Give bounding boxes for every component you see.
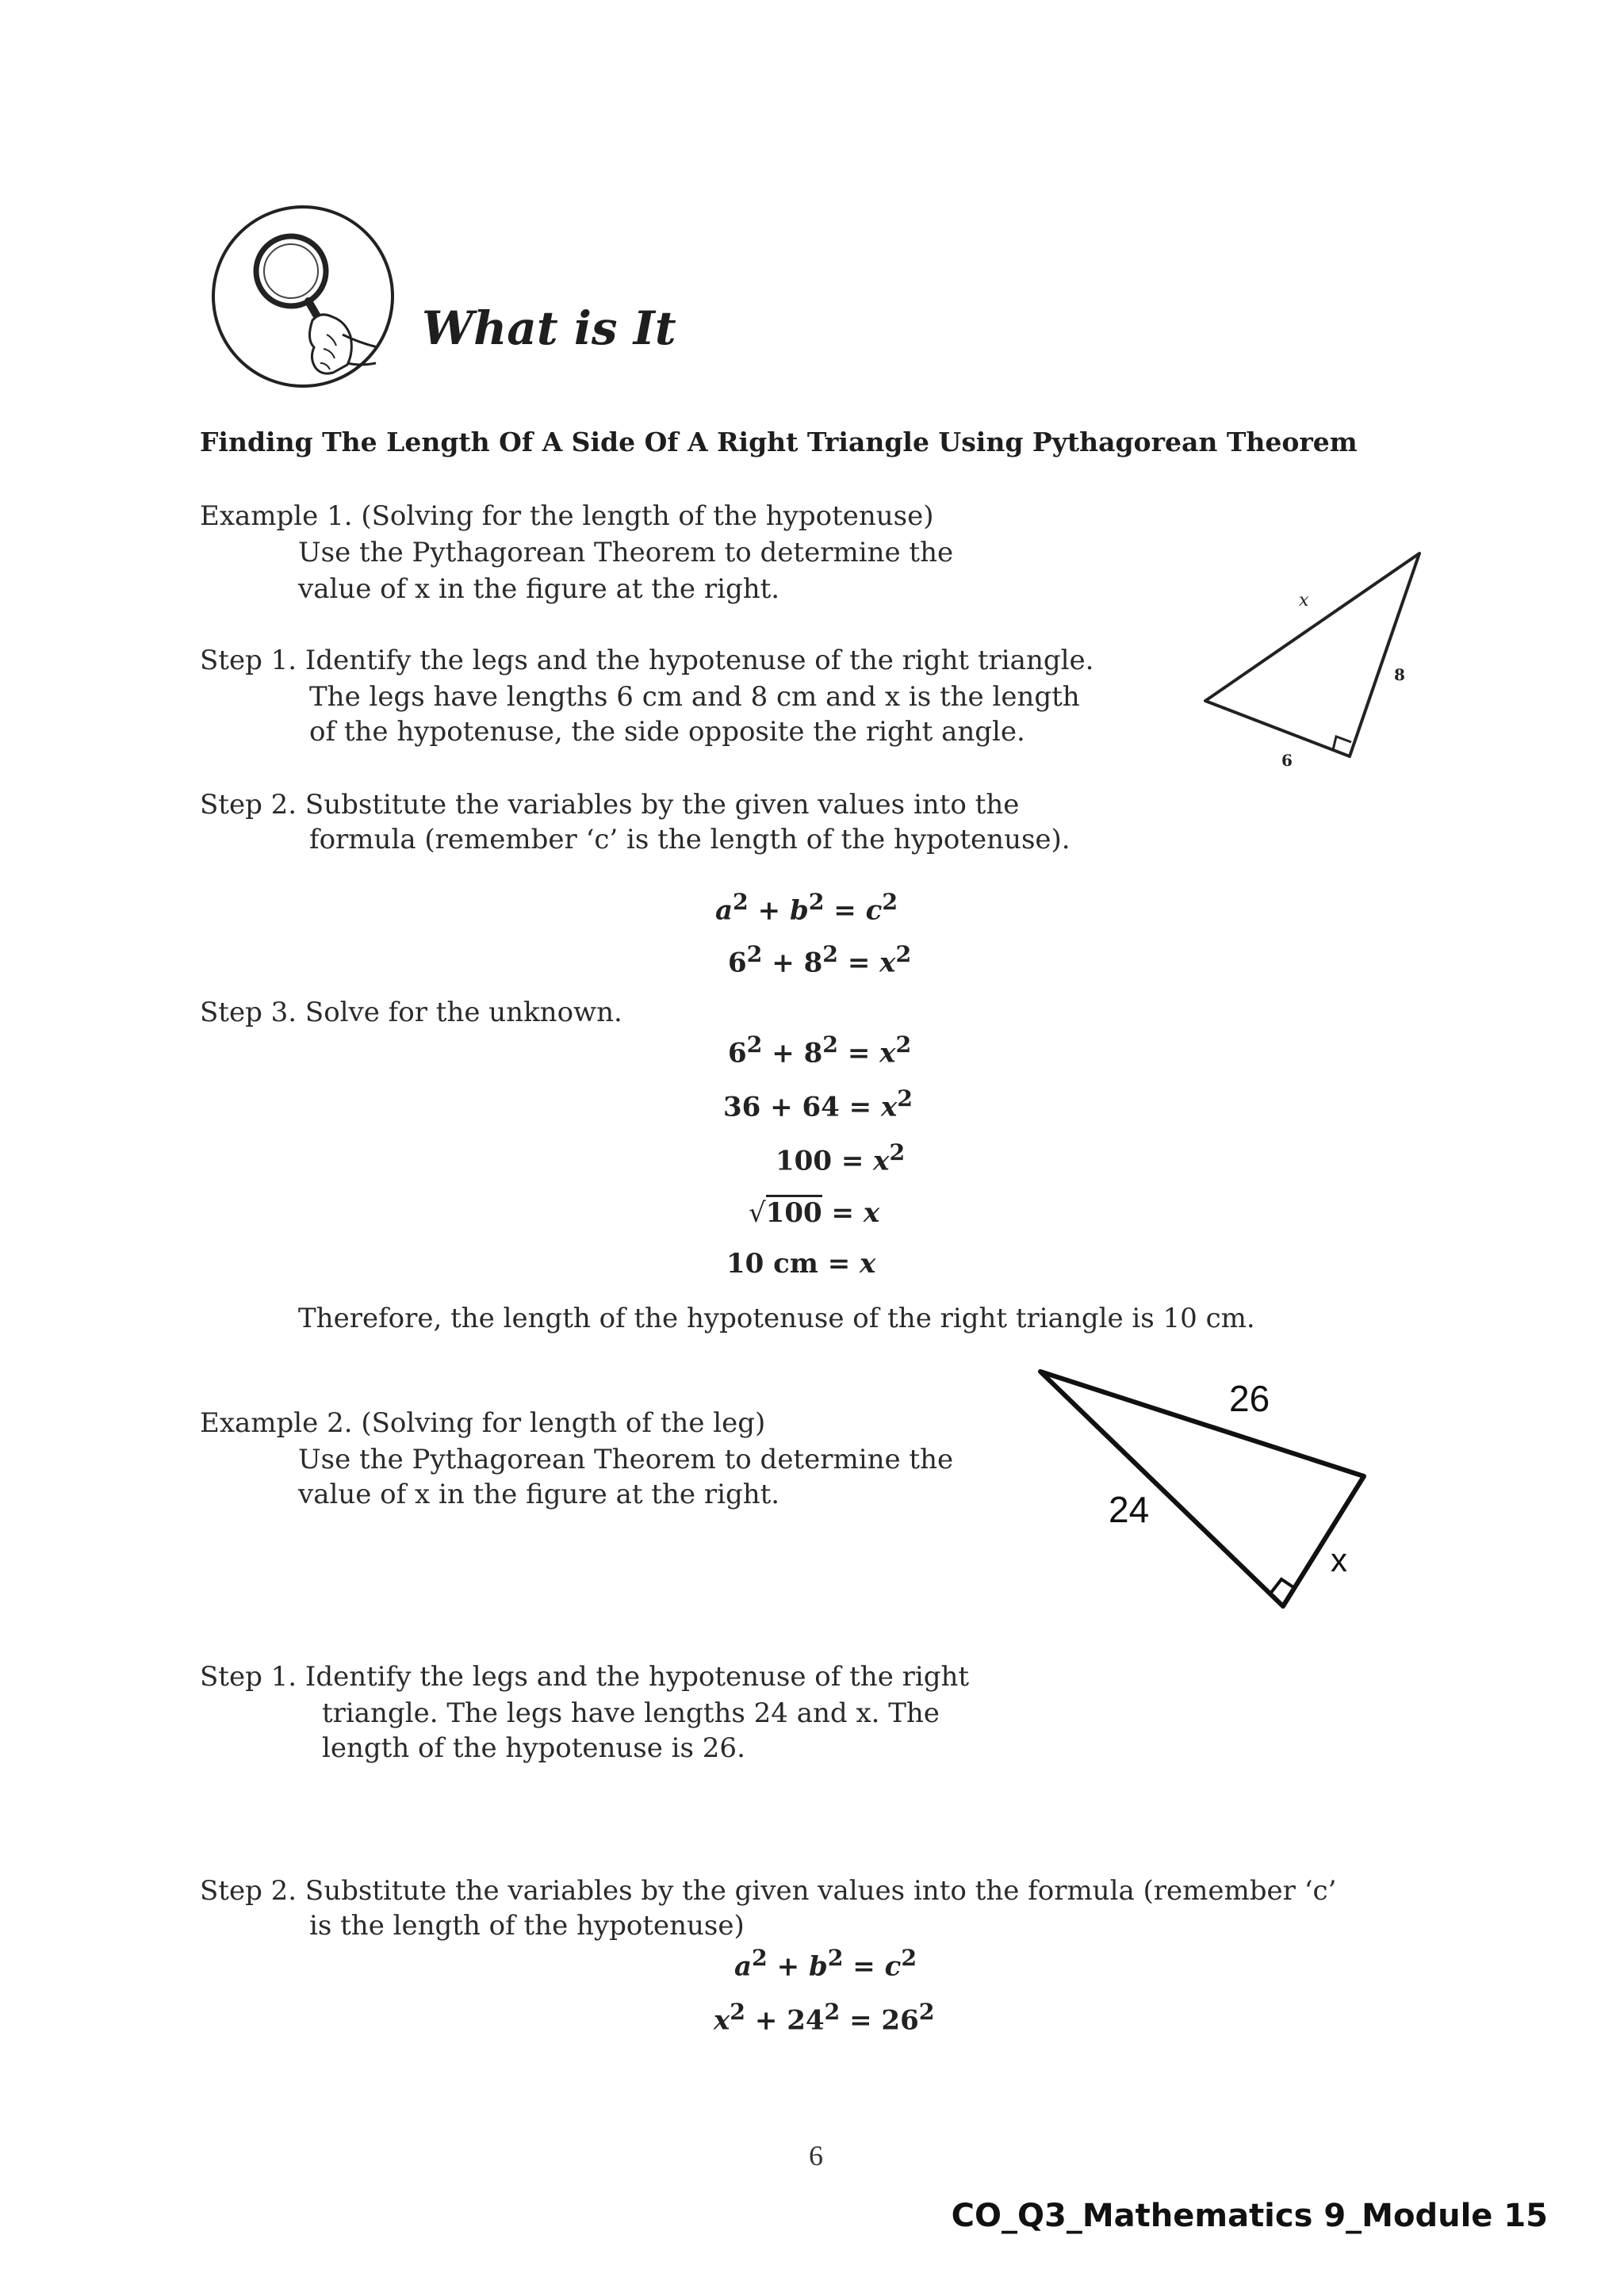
example1-step1-2: The legs have lengths 6 cm and 8 cm and x is the length: [309, 681, 1080, 713]
example2-heading: Example 2. (Solving for length of the leg): [200, 1407, 766, 1439]
example2-step2: Step 2. Substitute the variables by the given values into the formula (remember ‘c’: [200, 1875, 1337, 1907]
ex1-solve-line5: 10 cm = x: [726, 1248, 876, 1280]
example2-step1-2: triangle. The legs have lengths 24 and x. The: [322, 1697, 940, 1729]
example2-label-26: 26: [1229, 1378, 1270, 1419]
example1-step2-2: formula (remember ‘c’ is the length of the hypotenuse).: [309, 824, 1071, 855]
ex1-solve-line1: $6^2 + 8^2 = x^2$: [728, 1031, 912, 1070]
example1-prompt-2: value of x in the figure at the right.: [298, 573, 780, 605]
page-title: What is It: [422, 301, 676, 355]
example2-step1-3: length of the hypotenuse is 26.: [322, 1732, 745, 1764]
example2-triangle: [1040, 1372, 1364, 1606]
example1-heading: Example 1. (Solving for the length of the hypotenuse): [200, 500, 934, 532]
ex1-solve-line2: $36 + 64 = x^2$: [723, 1085, 913, 1123]
ex1-substitution: $6^2 + 8^2 = x^2$: [728, 940, 912, 979]
example2-label-x: x: [1331, 1541, 1347, 1578]
ex2-formula: $a^2 + b^2 = c^2$: [734, 1944, 917, 1983]
example1-label-8: 8: [1394, 665, 1405, 684]
example1-triangle: [1205, 553, 1419, 756]
ex1-solve-line3: $100 = x^2$: [776, 1138, 906, 1177]
ex2-substitution: $x^2 + 24^2 = 26^2$: [714, 1998, 935, 2037]
example1-step2: Step 2. Substitute the variables by the given values into the: [200, 789, 1020, 821]
magnifying-glass-in-hand-icon: [208, 201, 398, 392]
example2-step2-2: is the length of the hypotenuse): [309, 1910, 745, 1942]
example1-step3: Step 3. Solve for the unknown.: [200, 997, 622, 1028]
right-angle-marker: [1333, 737, 1351, 750]
example2-prompt: Use the Pythagorean Theorem to determine the: [298, 1444, 954, 1475]
example2-triangle-figure: [1031, 1364, 1380, 1625]
ex1-solve-line4: √100 = x: [749, 1197, 879, 1229]
page-number: 6: [809, 2140, 823, 2172]
example2-label-24: 24: [1109, 1489, 1150, 1530]
module-footer: CO_Q3_Mathematics 9_Module 15: [951, 2198, 1548, 2234]
example1-conclusion: Therefore, the length of the hypotenuse of the right triangle is 10 cm.: [298, 1303, 1255, 1334]
example2-step1: Step 1. Identify the legs and the hypotenuse of the right: [200, 1661, 970, 1693]
section-title: Finding The Length Of A Side Of A Right Triangle Using Pythagorean Theorem: [200, 427, 1358, 457]
example1-step1: Step 1. Identify the legs and the hypotenuse of the right triangle.: [200, 645, 1094, 676]
example1-triangle-figure: [1189, 539, 1443, 785]
example1-step1-3: of the hypotenuse, the side opposite the right angle.: [309, 716, 1025, 748]
example1-label-6: 6: [1281, 751, 1293, 770]
example1-label-x: x: [1299, 591, 1309, 610]
what-is-it-icon: [208, 201, 398, 392]
example1-prompt: Use the Pythagorean Theorem to determine the: [298, 537, 954, 568]
ex1-formula: $a^2 + b^2 = c^2$: [715, 888, 898, 927]
example2-prompt-2: value of x in the figure at the right.: [298, 1479, 780, 1510]
